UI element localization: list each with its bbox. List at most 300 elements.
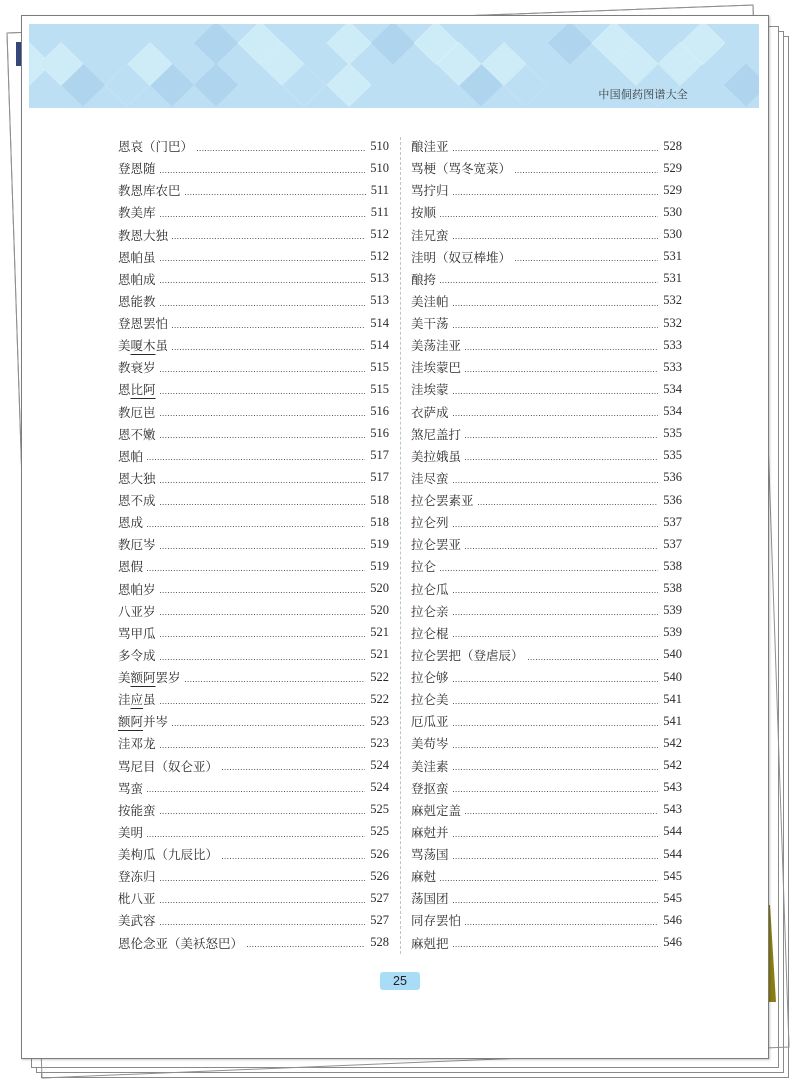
entry-title: 教恩大独	[118, 228, 169, 243]
entry-page-number: 521	[370, 625, 389, 640]
toc-entry	[118, 578, 389, 600]
dot-leader	[185, 194, 366, 195]
entry-page-number: 539	[663, 603, 682, 618]
entry-page-number: 520	[370, 603, 389, 618]
toc-entry	[118, 201, 389, 223]
toc-entry	[411, 290, 682, 312]
entry-title: 教美库	[118, 206, 156, 221]
toc-entry	[118, 224, 389, 246]
entry-page-number: 514	[370, 315, 389, 330]
dot-leader	[453, 305, 659, 306]
entry-page-number: 524	[370, 758, 389, 773]
entry-title: 拉仑美	[411, 693, 449, 708]
entry-title: 美洼帕	[411, 294, 449, 309]
dot-leader	[453, 327, 659, 328]
toc-entry	[118, 909, 389, 931]
entry-title: 骂荡国	[411, 848, 449, 863]
dot-leader	[160, 813, 366, 814]
dot-leader	[453, 703, 659, 704]
underlined-term: 额阿	[118, 715, 144, 730]
toc-entry	[118, 777, 389, 799]
toc-entry	[118, 378, 389, 400]
entry-page-number: 530	[663, 204, 682, 219]
entry-title: 荡国团	[411, 892, 449, 907]
toc-entry	[411, 224, 682, 246]
entry-title: 美嗄木虽	[118, 339, 169, 354]
entry-title: 美干荡	[411, 317, 449, 332]
entry-title: 麻剋把	[411, 936, 449, 951]
toc-entry	[411, 777, 682, 799]
toc-entry	[411, 600, 682, 622]
dot-leader	[453, 393, 659, 394]
entry-page-number: 511	[370, 204, 389, 219]
toc-entry	[411, 312, 682, 334]
dot-leader	[160, 636, 366, 637]
toc-entry	[118, 290, 389, 312]
dot-leader	[160, 902, 366, 903]
dot-leader	[465, 371, 658, 372]
dot-leader	[147, 459, 365, 460]
dot-leader	[440, 880, 658, 881]
toc-entry	[118, 666, 389, 688]
entry-page-number: 536	[663, 492, 682, 507]
dot-leader	[528, 659, 659, 660]
entry-title: 教衰岁	[118, 361, 156, 376]
entry-page-number: 522	[370, 669, 389, 684]
book-page	[21, 15, 769, 1059]
entry-page-number: 510	[370, 138, 389, 153]
dot-leader	[465, 548, 658, 549]
entry-page-number: 526	[370, 846, 389, 861]
toc-column-left	[118, 135, 389, 954]
entry-title: 按顺	[411, 206, 437, 221]
dot-leader	[172, 238, 365, 239]
entry-title: 拉仑亲	[411, 604, 449, 619]
entry-title: 枇八亚	[118, 892, 156, 907]
dot-leader	[147, 791, 365, 792]
entry-page-number: 521	[370, 647, 389, 662]
entry-title: 骂蛮	[118, 781, 144, 796]
dot-leader	[453, 592, 659, 593]
entry-page-number: 544	[663, 846, 682, 861]
entry-page-number: 516	[370, 404, 389, 419]
toc-entry	[411, 467, 682, 489]
entry-title: 拉仑罢把（登虐辰）	[411, 648, 524, 663]
toc-entry	[118, 821, 389, 843]
dot-leader	[172, 327, 365, 328]
dot-leader	[160, 371, 366, 372]
entry-page-number: 511	[370, 182, 389, 197]
entry-page-number: 534	[663, 381, 682, 396]
entry-title: 骂梗（骂冬宽菜）	[411, 162, 512, 177]
entry-title: 教厄岜	[118, 405, 156, 420]
entry-title: 拉仑罢亚	[411, 538, 462, 553]
entry-page-number: 535	[663, 448, 682, 463]
dot-leader	[160, 880, 366, 881]
entry-page-number: 530	[663, 227, 682, 242]
entry-title: 美武容	[118, 914, 156, 929]
entry-page-number: 522	[370, 691, 389, 706]
dot-leader	[453, 194, 659, 195]
toc-entry	[118, 246, 389, 268]
entry-page-number: 545	[663, 890, 682, 905]
page-number-badge	[380, 972, 420, 990]
dot-leader	[453, 902, 659, 903]
toc-entry	[411, 378, 682, 400]
toc-entry	[118, 688, 389, 710]
dot-leader	[453, 614, 659, 615]
dot-leader	[172, 349, 365, 350]
entry-title: 美枸瓜（九辰比）	[118, 848, 219, 863]
dot-leader	[440, 216, 658, 217]
dot-leader	[465, 813, 658, 814]
toc-entry	[118, 622, 389, 644]
dot-leader	[160, 260, 366, 261]
toc-entry	[118, 511, 389, 533]
entry-page-number: 527	[370, 890, 389, 905]
toc-entry	[411, 710, 682, 732]
dot-leader	[160, 305, 366, 306]
page-number: 25	[393, 974, 407, 988]
column-divider	[400, 137, 401, 954]
toc-entry	[411, 843, 682, 865]
dot-leader	[160, 614, 366, 615]
entry-title: 拉仑棍	[411, 626, 449, 641]
toc-entry	[411, 909, 682, 931]
toc-entry	[118, 932, 389, 954]
entry-page-number: 535	[663, 426, 682, 441]
entry-title: 美苟岑	[411, 737, 449, 752]
entry-page-number: 540	[663, 647, 682, 662]
dot-leader	[465, 349, 658, 350]
toc-entry	[411, 666, 682, 688]
entry-title: 洼兄蛮	[411, 228, 449, 243]
toc-entry	[118, 157, 389, 179]
entry-title: 洼埃蒙	[411, 383, 449, 398]
entry-page-number: 523	[370, 735, 389, 750]
entry-page-number: 512	[370, 227, 389, 242]
dot-leader	[453, 725, 659, 726]
dot-leader	[453, 836, 659, 837]
dot-leader	[465, 437, 658, 438]
dot-leader	[478, 504, 659, 505]
dot-leader	[160, 504, 366, 505]
toc-entry	[411, 356, 682, 378]
toc-entry	[118, 555, 389, 577]
entry-page-number: 527	[370, 912, 389, 927]
entry-page-number: 533	[663, 337, 682, 352]
entry-title: 恩帕岁	[118, 582, 156, 597]
entry-page-number: 528	[663, 138, 682, 153]
toc-entry	[411, 268, 682, 290]
entry-title: 恩比阿	[118, 383, 156, 398]
entry-page-number: 537	[663, 536, 682, 551]
entry-page-number: 523	[370, 713, 389, 728]
toc-entry	[411, 401, 682, 423]
header-banner	[29, 24, 759, 108]
entry-title: 美洼素	[411, 759, 449, 774]
dot-leader	[147, 836, 365, 837]
entry-page-number: 515	[370, 381, 389, 396]
dot-leader	[147, 526, 365, 527]
entry-title: 拉仑瓜	[411, 582, 449, 597]
dot-leader	[453, 526, 659, 527]
toc-entry	[411, 732, 682, 754]
toc-entry	[118, 732, 389, 754]
dot-leader	[453, 415, 659, 416]
entry-page-number: 526	[370, 868, 389, 883]
entry-title: 美明	[118, 825, 144, 840]
dot-leader	[465, 924, 658, 925]
entry-title: 登抠蛮	[411, 781, 449, 796]
entry-title: 麻尅并	[411, 825, 449, 840]
entry-title: 酿洼亚	[411, 140, 449, 155]
toc-entry	[118, 710, 389, 732]
entry-page-number: 546	[663, 912, 682, 927]
entry-title: 恩伦念亚（美袄怒巴）	[118, 936, 244, 951]
entry-page-number: 517	[370, 448, 389, 463]
entry-title: 恩假	[118, 560, 144, 575]
underlined-term: 嗄木	[130, 339, 156, 354]
entry-page-number: 513	[370, 293, 389, 308]
dot-leader	[160, 172, 366, 173]
toc-entry	[411, 578, 682, 600]
entry-title: 登恩随	[118, 162, 156, 177]
toc-entry	[411, 246, 682, 268]
entry-title: 美额阿罢岁	[118, 671, 181, 686]
entry-page-number: 520	[370, 581, 389, 596]
dot-leader	[222, 769, 365, 770]
toc-entry	[118, 644, 389, 666]
entry-page-number: 531	[663, 249, 682, 264]
dot-leader	[453, 946, 659, 947]
entry-title: 恩能教	[118, 294, 156, 309]
toc-entry	[411, 511, 682, 533]
entry-page-number: 542	[663, 758, 682, 773]
dot-leader	[160, 747, 366, 748]
entry-title: 恩不成	[118, 494, 156, 509]
toc-entry	[118, 401, 389, 423]
entry-page-number: 513	[370, 271, 389, 286]
toc-entry	[411, 644, 682, 666]
dot-leader	[160, 216, 366, 217]
entry-page-number: 528	[370, 935, 389, 950]
entry-page-number: 538	[663, 558, 682, 573]
toc-entry	[411, 179, 682, 201]
underlined-term: 额阿	[130, 671, 156, 686]
entry-page-number: 525	[370, 802, 389, 817]
entry-page-number: 532	[663, 315, 682, 330]
toc-entry	[118, 799, 389, 821]
entry-page-number: 536	[663, 470, 682, 485]
entry-title: 煞尼盖打	[411, 427, 462, 442]
entry-title: 骂甲瓜	[118, 626, 156, 641]
entry-title: 恩哀（门巴）	[118, 140, 194, 155]
dot-leader	[465, 459, 658, 460]
toc-entry	[411, 135, 682, 157]
entry-title: 洼明（奴豆棒堆）	[411, 250, 512, 265]
entry-page-number: 540	[663, 669, 682, 684]
entry-page-number: 543	[663, 780, 682, 795]
entry-title: 拉仑列	[411, 516, 449, 531]
dot-leader	[172, 725, 365, 726]
entry-title: 登冻归	[118, 870, 156, 885]
dot-leader	[453, 238, 659, 239]
dot-leader	[453, 858, 659, 859]
entry-title: 登恩罢怕	[118, 317, 169, 332]
toc-entry	[118, 843, 389, 865]
toc-entry	[118, 865, 389, 887]
entry-page-number: 529	[663, 160, 682, 175]
dot-leader	[222, 858, 365, 859]
dot-leader	[453, 791, 659, 792]
entry-page-number: 516	[370, 426, 389, 441]
toc-entry	[118, 445, 389, 467]
entry-title: 麻尅	[411, 870, 437, 885]
toc-entry	[118, 533, 389, 555]
entry-title: 八亚岁	[118, 604, 156, 619]
entry-page-number: 517	[370, 470, 389, 485]
dot-leader	[440, 570, 658, 571]
entry-title: 按能蛮	[118, 803, 156, 818]
entry-title: 教恩库农巴	[118, 184, 181, 199]
toc-entry	[118, 423, 389, 445]
entry-title: 洼尽蛮	[411, 471, 449, 486]
entry-title: 恩不嫩	[118, 427, 156, 442]
entry-page-number: 538	[663, 581, 682, 596]
toc-entry	[411, 821, 682, 843]
entry-title: 拉仑	[411, 560, 437, 575]
toc-entry	[411, 755, 682, 777]
entry-page-number: 532	[663, 293, 682, 308]
toc-entry	[118, 755, 389, 777]
entry-page-number: 515	[370, 359, 389, 374]
dot-leader	[160, 703, 366, 704]
entry-title: 额阿并岑	[118, 715, 169, 730]
entry-page-number: 533	[663, 359, 682, 374]
entry-page-number: 546	[663, 935, 682, 950]
toc-entry	[118, 467, 389, 489]
entry-title: 同存罢怕	[411, 914, 462, 929]
entry-page-number: 518	[370, 514, 389, 529]
toc-entry	[411, 423, 682, 445]
dot-leader	[160, 415, 366, 416]
entry-page-number: 510	[370, 160, 389, 175]
dot-leader	[160, 548, 366, 549]
entry-title: 美拉娥虽	[411, 449, 462, 464]
toc-entry	[411, 445, 682, 467]
underlined-term: 应	[130, 693, 144, 708]
entry-page-number: 534	[663, 404, 682, 419]
entry-title: 恩帕	[118, 449, 144, 464]
dot-leader	[453, 636, 659, 637]
toc-entry	[118, 179, 389, 201]
entry-title: 衣萨成	[411, 405, 449, 420]
toc-entry	[411, 201, 682, 223]
toc-entry	[411, 932, 682, 954]
dot-leader	[515, 172, 658, 173]
dot-leader	[515, 260, 658, 261]
toc-entry	[118, 312, 389, 334]
book-title: 中国侗药图谱大全	[598, 88, 688, 101]
entry-title: 酿挎	[411, 272, 437, 287]
entry-page-number: 529	[663, 182, 682, 197]
toc-entry	[411, 533, 682, 555]
entry-page-number: 541	[663, 691, 682, 706]
toc-entry	[411, 157, 682, 179]
entry-page-number: 541	[663, 713, 682, 728]
toc-entry	[118, 268, 389, 290]
entry-page-number: 545	[663, 868, 682, 883]
entry-page-number: 542	[663, 735, 682, 750]
entry-title: 恩帕成	[118, 272, 156, 287]
entry-page-number: 531	[663, 271, 682, 286]
underlined-term: 比阿	[130, 383, 156, 398]
dot-leader	[160, 659, 366, 660]
entry-title: 美荡洼亚	[411, 339, 462, 354]
toc-entry	[411, 799, 682, 821]
entry-title: 教厄岑	[118, 538, 156, 553]
toc-entry	[118, 135, 389, 157]
toc-entry	[411, 555, 682, 577]
entry-title: 骂拧归	[411, 184, 449, 199]
entry-page-number: 544	[663, 824, 682, 839]
entry-page-number: 525	[370, 824, 389, 839]
dot-leader	[453, 747, 659, 748]
dot-leader	[160, 592, 366, 593]
entry-title: 恩帕虽	[118, 250, 156, 265]
dot-leader	[160, 282, 366, 283]
dot-leader	[160, 437, 366, 438]
toc-entry	[118, 600, 389, 622]
dot-leader	[197, 150, 365, 151]
entry-title: 多令成	[118, 648, 156, 663]
toc-entry	[118, 356, 389, 378]
dot-leader	[453, 681, 659, 682]
entry-page-number: 512	[370, 249, 389, 264]
entry-title: 厄瓜亚	[411, 715, 449, 730]
entry-page-number: 519	[370, 558, 389, 573]
entry-page-number: 519	[370, 536, 389, 551]
entry-page-number: 518	[370, 492, 389, 507]
dot-leader	[453, 769, 659, 770]
entry-page-number: 543	[663, 802, 682, 817]
toc-entry	[411, 688, 682, 710]
dot-leader	[453, 150, 659, 151]
entry-title: 洼邓龙	[118, 737, 156, 752]
entry-title: 骂尼目（奴仑亚）	[118, 759, 219, 774]
toc-entry	[411, 334, 682, 356]
toc-entry	[118, 334, 389, 356]
entry-title: 拉仑够	[411, 671, 449, 686]
dot-leader	[247, 946, 365, 947]
toc-entry	[118, 489, 389, 511]
toc-entry	[411, 865, 682, 887]
dot-leader	[160, 393, 366, 394]
toc-entry	[411, 887, 682, 909]
entry-title: 恩成	[118, 516, 144, 531]
toc-column-right	[411, 135, 682, 954]
entry-page-number: 514	[370, 337, 389, 352]
toc-entry	[118, 887, 389, 909]
dot-leader	[185, 681, 366, 682]
dot-leader	[440, 282, 658, 283]
toc-entry	[411, 622, 682, 644]
dot-leader	[453, 482, 659, 483]
entry-page-number: 524	[370, 780, 389, 795]
dot-leader	[147, 570, 365, 571]
entry-title: 恩大独	[118, 471, 156, 486]
